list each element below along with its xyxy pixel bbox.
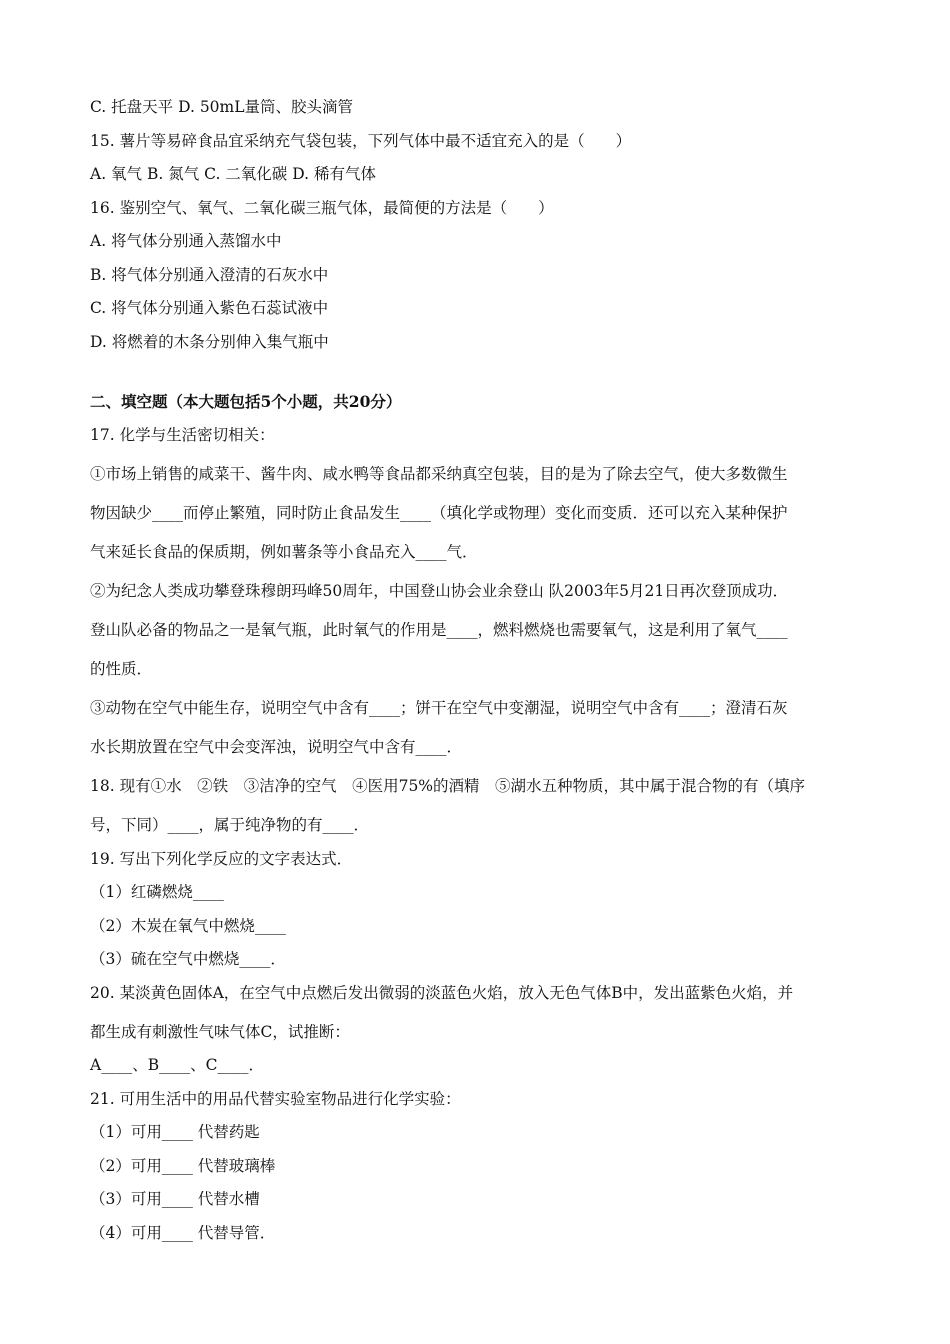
q19-item3: （3）硫在空气中燃烧____． xyxy=(90,950,286,968)
question-21: 21. 可用生活中的用品代替实验室物品进行化学实验： xyxy=(90,1089,461,1108)
q21-item2: （2）可用____ 代替玻璃棒 xyxy=(90,1156,276,1175)
q19-item1: （1）红磷燃烧____ xyxy=(90,883,224,901)
question-16: 16. 鉴别空气、氧气、二氧化碳三瓶气体，最简便的方法是（ ） xyxy=(90,198,554,217)
q19-item2: （2）木炭在氧气中燃烧____ xyxy=(90,916,286,935)
q17-part1-line3: 气来延长食品的保质期，例如薯条等小食品充入____气． xyxy=(90,543,478,561)
option-line-q14-cd: C. 托盘天平 D. 50mL量筒、胶头滴管 xyxy=(90,98,354,116)
q17-part3-line2: 水长期放置在空气中会变浑浊，说明空气中含有____． xyxy=(90,738,463,756)
option-q16-a: A. 将气体分别通入蒸馏水中 xyxy=(90,232,282,250)
option-q16-c: C. 将气体分别通入紫色石蕊试液中 xyxy=(90,299,329,317)
q17-part1-line1: ①市场上销售的咸菜干、酱牛肉、咸水鸭等食品都采纳真空包装，目的是为了除去空气，使大多数微生 xyxy=(90,465,788,483)
q17-part2-line1: ②为纪念人类成功攀登珠穆朗玛峰50周年，中国登山协会业余登山 队2003年5月21日再次登顶成功． xyxy=(90,582,789,600)
q21-item1: （1）可用____ 代替药匙 xyxy=(90,1123,260,1141)
option-q16-d: D. 将燃着的木条分别伸入集气瓶中 xyxy=(90,332,329,351)
question-19: 19. 写出下列化学反应的文字表达式． xyxy=(90,849,353,868)
section-heading: 二、填空题（本大题包括5个小题，共20分） xyxy=(90,391,402,411)
question-17: 17. 化学与生活密切相关： xyxy=(90,426,275,444)
q17-part2-line2: 登山队必备的物品之一是氧气瓶，此时氧气的作用是____，燃料燃烧也需要氧气，这是利用了氧气____ xyxy=(90,621,788,639)
options-q15: A. 氧气 B. 氮气 C. 二氧化碳 D. 稀有气体 xyxy=(90,165,376,183)
question-15: 15. 薯片等易碎食品宜采纳充气袋包装，下列气体中最不适宜充入的是（ ） xyxy=(90,131,632,150)
q21-item3: （3）可用____ 代替水槽 xyxy=(90,1190,260,1208)
question-20-line2: 都生成有刺激性气味气体C，试推断： xyxy=(90,1022,350,1041)
q20-answers: A____、B____、C____． xyxy=(90,1056,264,1074)
q17-part2-line3: 的性质． xyxy=(90,660,153,678)
q17-part1-line2: 物因缺少____而停止繁殖，同时防止食品发生____（填化学或物理）变化而变质．还可以充入某种保护 xyxy=(90,504,788,522)
question-18-line1: 18. 现有①水 ②铁 ③洁净的空气 ④医用75%的酒精 ⑤湖水五种物质，其中属于混合物的有（填序 xyxy=(90,777,806,795)
q17-part3-line1: ③动物在空气中能生存，说明空气中含有____；饼干在空气中变潮湿，说明空气中含有____；澄清石灰 xyxy=(90,699,788,717)
q21-item4: （4）可用____ 代替导管． xyxy=(90,1223,276,1242)
option-q16-b: B. 将气体分别通入澄清的石灰水中 xyxy=(90,265,329,284)
question-18-line2: 号，下同）____，属于纯净物的有____． xyxy=(90,816,370,834)
document-page xyxy=(90,96,870,1244)
question-20-line1: 20. 某淡黄色固体A，在空气中点燃后发出微弱的淡蓝色火焰，放入无色气体B中，发出蓝紫色火焰，并 xyxy=(90,983,794,1002)
